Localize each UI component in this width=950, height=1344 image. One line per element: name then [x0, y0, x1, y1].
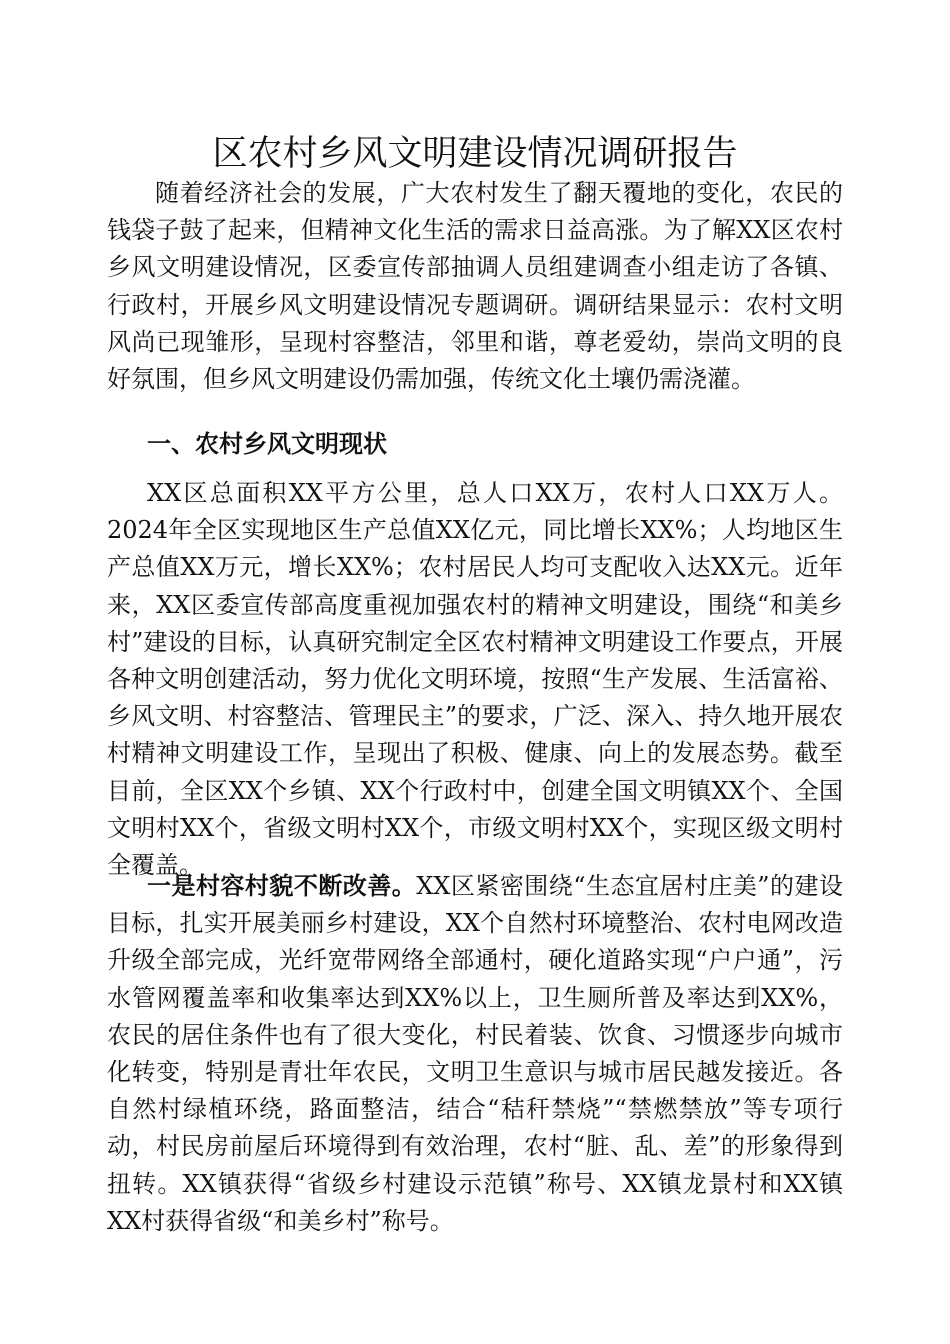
page-title: 区农村乡风文明建设情况调研报告 [212, 134, 738, 174]
point-lead: 一是村容村貌不断改善。 [147, 872, 417, 900]
section-paragraph: XX区总面积XX平方公里，总人口XX万，农村人口XX万人。2024年全区实现地区生产总值XX亿元，同比增长XX%；人均地区生产总值XX万元，增长XX%；农村居民人均可支配收入达XX元。近年来，XX区委宣传部高度重视加强农村的精神文明建设，围绕“和美乡村”建设的目标，认真研究制定全区农村精神文明建设工作要点，开展各种文明创建活动，努力优化文明环境，按照“生产发展、生活富裕、乡风文明、村容整洁、管理民主”的要求，广泛、深入、持久地开展农村精神文明建设工作，呈现出了积极、健康、向上的发展态势。截至目前，全区XX个乡镇、XX个行政村中，创建全国文明镇XX个、全国文明村XX个，省级文明村XX个，市级文明村XX个，实现区级文明村全覆盖。 [107, 479, 843, 880]
intro-paragraph: 随着经济社会的发展，广大农村发生了翻天覆地的变化，农民的钱袋子鼓了起来，但精神文化生活的需求日益高涨。为了解XX区农村乡风文明建设情况，区委宣传部抽调人员组建调查小组走访了各镇、行政村，开展乡风文明建设情况专题调研。调研结果显示：农村文明风尚已现雏形，呈现村容整洁，邻里和谐，尊老爱幼，崇尚文明的良好氛围，但乡风文明建设仍需加强，传统文化土壤仍需浇灌。 [107, 179, 843, 394]
point-paragraph [107, 868, 843, 1240]
section-heading: 一、农村乡风文明现状 [147, 430, 387, 458]
point-body: XX区紧密围绕“生态宜居村庄美”的建设目标，扎实开展美丽乡村建设，XX个自然村环境整治、农村电网改造升级全部完成，光纤宽带网络全部通村，硬化道路实现“户户通”，污水管网覆盖率和收集率达到XX%以上，卫生厕所普及率达到XX%，农民的居住条件也有了很大变化，村民着装、饮食、习惯逐步向城市化转变，特别是青壮年农民，文明卫生意识与城市居民越发接近。各自然村绿植环绕，路面整洁，结合“秸秆禁烧”“禁燃禁放”等专项行动，村民房前屋后环境得到有效治理，农村“脏、乱、差”的形象得到扭转。XX镇获得“省级乡村建设示范镇”称号、XX镇龙景村和XX镇XX村获得省级“和美乡村”称号。 [107, 872, 843, 1235]
